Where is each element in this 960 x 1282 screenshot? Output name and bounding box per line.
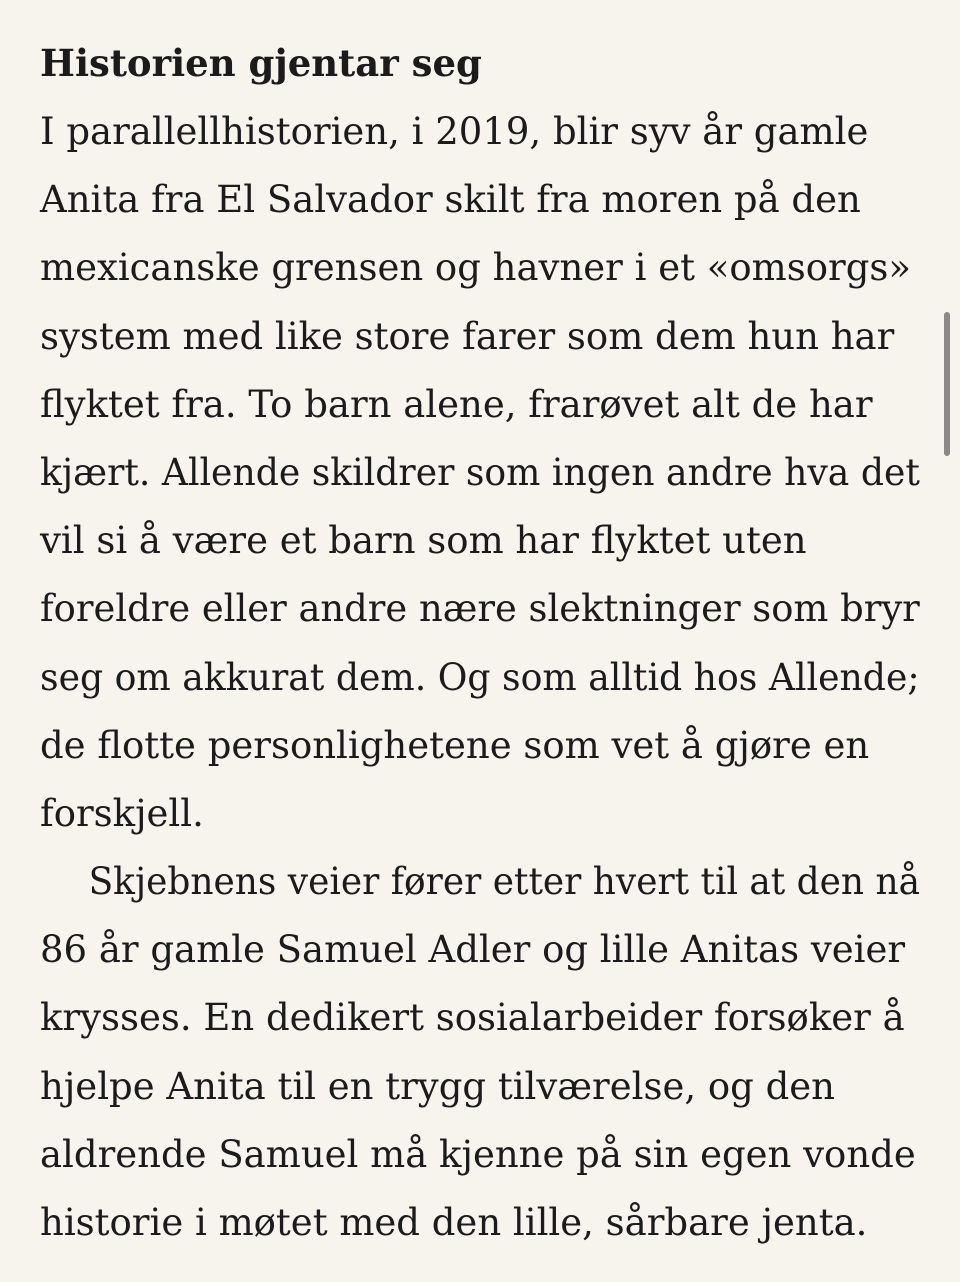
paragraph-2 [40,848,920,1257]
paragraph-line: Skjebnens veier fører etter hvert til at den nå [88,860,921,904]
paragraph-line: I parallellhistorien, i 2019, blir syv år gamle [40,110,869,153]
paragraph-line: forskjell. [40,791,204,835]
paragraph-1 [40,98,920,848]
vertical-scrollbar[interactable] [944,312,950,456]
paragraph-line: 86 år gamle Samuel Adler og lille Anitas veier [40,928,906,972]
paragraph-line: Anita fra El Salvador skilt fra moren på den [40,178,861,222]
article [40,28,920,1257]
paragraph-line: krysses. En dedikert sosialarbeider forsøker å [40,996,905,1040]
paragraph-line: system med like store farer som dem hun har [40,314,895,358]
paragraph-line: aldrende Samuel må kjenne på sin egen vonde [40,1132,916,1176]
paragraph-line: mexicanske grensen og havner i et «omsorgs» [40,246,911,290]
paragraph-line: foreldre eller andre nære slektninger som bryr [40,587,920,631]
paragraph-line: de flotte personlighetene som vet å gjøre en [40,723,870,767]
section-heading: Historien gjentar seg [40,41,482,85]
paragraph-line: seg om akkurat dem. Og som alltid hos Allende; [40,655,920,699]
paragraph-line: historie i møtet med den lille, sårbare jenta. [40,1201,868,1244]
paragraph-line: hjelpe Anita til en trygg tilværelse, og den [40,1064,835,1108]
paragraph-line: flyktet fra. To barn alene, frarøvet alt de har [40,382,873,426]
paragraph-line: vil si å være et barn som har flyktet uten [40,519,807,563]
paragraph-line: kjært. Allende skildrer som ingen andre hva det [40,450,920,494]
